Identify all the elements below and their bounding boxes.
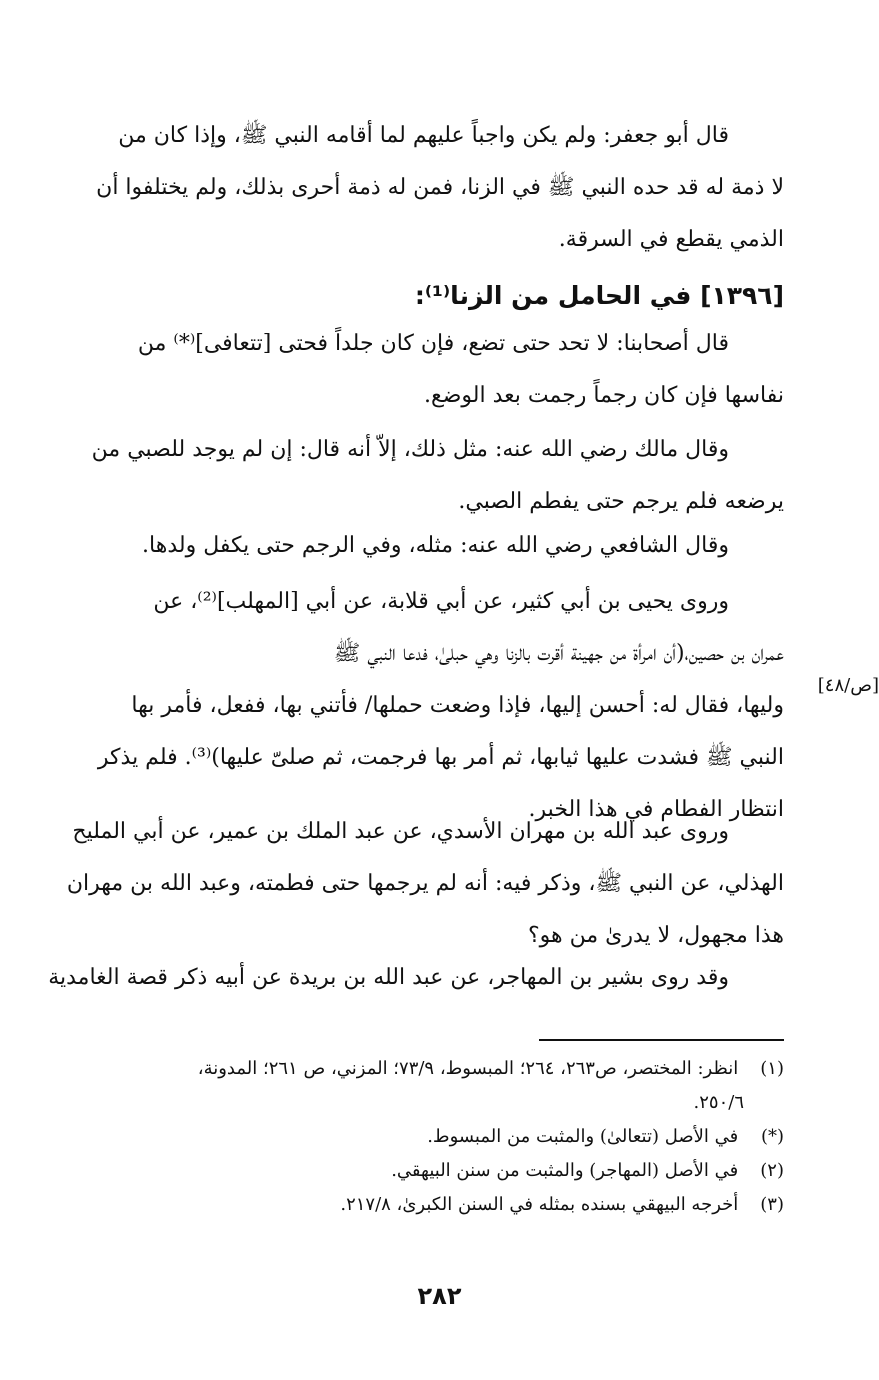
paragraph-malik <box>39 424 784 528</box>
text-line: لا ذمة له قد حده النبي ﷺ في الزنا، فمن له ذمة أحرى بذلك، ولم يختلفوا أن <box>96 175 784 200</box>
footnote-text: في الأصل (تتعالىٰ) والمثبت من المبسوط. <box>427 1126 739 1147</box>
footnote-text: انظر: المختصر، ص٢٦٣، ٢٦٤؛ المبسوط، ٧٣/٩؛ المزني، ص ٢٦١؛ المدونة، <box>197 1058 739 1079</box>
text-line: انتظار الفطام في هذا الخبر. <box>528 797 784 822</box>
footnote-number: (٣) <box>760 1194 784 1215</box>
text-line: نفاسها فإن كان رجماً رجمت بعد الوضع. <box>424 383 784 408</box>
footnote-star <box>39 1120 784 1154</box>
text-line: قال أصحابنا: لا تحد حتى تضع، فإن كان جلداً فحتى [تتعافى]⁽*⁾ من <box>137 331 729 356</box>
footnote-number: (١) <box>760 1058 784 1079</box>
footnote-1-continued: ٢٥٠/٦. <box>693 1092 744 1113</box>
footnote-3 <box>39 1188 784 1222</box>
text-line: الهذلي، عن النبي ﷺ، وذكر فيه: أنه لم يرجمها حتى فطمته، وعبد الله بن مهران <box>66 871 784 896</box>
paragraph-bashir <box>39 952 784 1004</box>
footnote-1 <box>39 1052 784 1086</box>
footnote-separator <box>539 1039 784 1041</box>
text-line: النبي ﷺ فشدت عليها ثيابها، ثم أمر بها فرجمت، ثم صلىّ عليها)⁽³⁾. فلم يذكر <box>97 745 784 770</box>
text-line: وليها، فقال له: أحسن إليها، فإذا وضعت حملها/ فأتني بها، ففعل، فأمر بها <box>131 693 784 718</box>
text-line: وقال الشافعي رضي الله عنه: مثله، وفي الرجم حتى يكفل ولدها. <box>142 533 729 558</box>
text-line: يرضعه فلم يرجم حتى يفطم الصبي. <box>458 489 784 514</box>
page-number: ٢٨٢ <box>417 1282 462 1310</box>
paragraph-abdullah-mihran <box>39 806 784 962</box>
footnote-text: أخرجه البيهقي بسنده بمثله في السنن الكبرىٰ، ٢١٧/٨. <box>340 1194 739 1215</box>
footnote-2 <box>39 1154 784 1188</box>
text-line: وروى عبد الله بن مهران الأسدي، عن عبد الملك بن عمير، عن أبي المليح <box>72 819 729 844</box>
text-line: الذمي يقطع في السرقة. <box>558 227 784 252</box>
text-line: وقال مالك رضي الله عنه: مثل ذلك، إلاّ أنه قال: إن لم يوجد للصبي من <box>91 437 729 462</box>
footnote-number: (*) <box>760 1126 784 1147</box>
footnote-text: في الأصل (المهاجر) والمثبت من سنن البيهقي. <box>391 1160 739 1181</box>
text-line: عمران بن حصين،(أن امرأة من جهينة أقرت بالزنا وهي حبلىٰ، فدعا النبي ﷺ <box>333 641 784 666</box>
section-heading: [١٣٩٦] في الحامل من الزنا⁽¹⁾: <box>414 281 784 310</box>
paragraph-yahya <box>39 576 784 836</box>
text-line: قال أبو جعفر: ولم يكن واجباً عليهم لما أقامه النبي ﷺ، وإذا كان من <box>118 123 729 148</box>
paragraph-ashabuna <box>39 318 784 422</box>
text-line: وروى يحيى بن أبي كثير، عن أبي قلابة، عن أبي [المهلب]⁽²⁾، عن <box>153 589 729 614</box>
paragraph-shafii <box>39 520 784 572</box>
footnotes <box>39 1052 784 1222</box>
footnote-number: (٢) <box>760 1160 784 1181</box>
margin-page-reference: [ص/٤٨] <box>817 675 879 696</box>
text-line: هذا مجهول، لا يدرىٰ من هو؟ <box>527 923 784 948</box>
text-line: وقد روى بشير بن المهاجر، عن عبد الله بن بريدة عن أبيه ذكر قصة الغامدية <box>48 965 729 990</box>
paragraph-abu-jaafar <box>39 110 784 266</box>
